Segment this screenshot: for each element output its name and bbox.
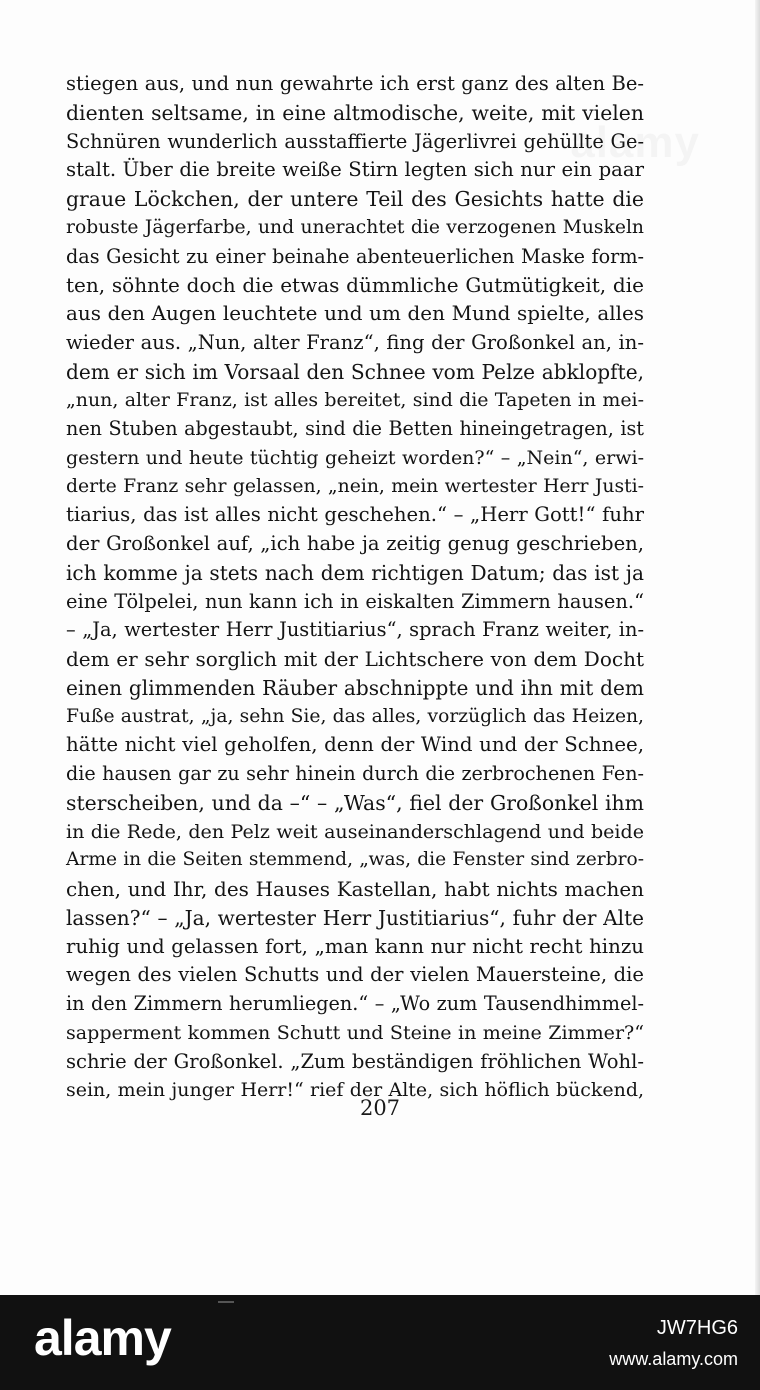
text-line: in die Rede, den Pelz weit auseinanderschlagend und beide	[66, 820, 644, 843]
text-line: sapperment kommen Schutt und Steine in meine Zimmer?“	[66, 1021, 644, 1044]
text-line: stalt. Über die breite weiße Stirn legten sich nur ein paar	[66, 158, 644, 182]
text-line: Schnüren wunderlich ausstaffierte Jägerlivrei gehüllte Ge-	[66, 129, 644, 153]
text-line: hätte nicht viel geholfen, denn der Wind und der Schnee,	[66, 733, 644, 757]
text-line: robuste Jägerfarbe, und unerachtet die verzogenen Muskeln	[66, 216, 644, 238]
text-line: dem er sich im Vorsaal den Schnee vom Pelze abklopfte,	[66, 359, 644, 384]
text-line: Arme in die Seiten stemmend, „was, die Fenster sind zerbro-	[66, 849, 644, 871]
text-line: sterscheiben, und da –“ – „Was“, fiel der Großonkel ihm	[66, 790, 644, 815]
text-line: graue Löckchen, der untere Teil des Gesichts hatte die	[66, 187, 644, 211]
text-line: – „Ja, wertester Herr Justitiarius“, sprach Franz weiter, in-	[66, 618, 644, 642]
stock-url-link[interactable]: www.alamy.com	[609, 1349, 738, 1369]
text-line: wieder aus. „Nun, alter Franz“, fing der Großonkel an, in-	[66, 330, 644, 354]
text-line: der Großonkel auf, „ich habe ja zeitig genug geschrieben,	[66, 532, 644, 555]
page-number: 207	[359, 1096, 401, 1120]
alamy-logo[interactable]: alamy	[34, 1310, 171, 1366]
text-line: tiarius, das ist alles nicht geschehen.“ – „Herr Gott!“ fuhr	[66, 503, 644, 527]
footer-tick	[218, 1301, 234, 1303]
text-line: ruhig und gelassen fort, „man kann nur nicht recht hinzu	[66, 934, 644, 958]
text-line: das Gesicht zu einer beinahe abenteuerlichen Maske form-	[66, 244, 644, 268]
text-line: ten, söhnte doch die etwas dümmliche Gutmütigkeit, die	[66, 273, 644, 298]
text-line: chen, und Ihr, des Hauses Kastellan, habt nichts machen	[66, 877, 644, 901]
text-line: die hausen gar zu sehr hinein durch die zerbrochenen Fen-	[66, 762, 644, 785]
text-line: schrie der Großonkel. „Zum beständigen fröhlichen Wohl-	[66, 1049, 644, 1073]
text-line: gestern und heute tüchtig geheizt worden?“ – „Nein“, erwi-	[66, 446, 644, 469]
text-line: dienten seltsame, in eine altmodische, weite, mit vielen	[66, 100, 644, 125]
text-line: Fuße austrat, „ja, sehn Sie, das alles, vorzüglich das Heizen,	[66, 705, 644, 727]
text-line: stiegen aus, und nun gewahrte ich erst ganz des alten Be-	[66, 72, 644, 95]
text-line: ich komme ja stets nach dem richtigen Datum; das ist ja	[66, 560, 644, 585]
text-line: wegen des vielen Schutts und der vielen Mauersteine, die	[66, 963, 644, 987]
text-line: eine Tölpelei, nun kann ich in eiskalten Zimmern hausen.“	[66, 589, 644, 613]
text-line: lassen?“ – „Ja, wertester Herr Justitiarius“, fuhr der Alte	[66, 905, 644, 930]
body-text	[66, 70, 644, 1105]
text-line: sein, mein junger Herr!“ rief der Alte, sich höflich bückend,	[66, 1079, 644, 1102]
stock-image-id: JW7HG6	[656, 1317, 738, 1339]
text-line: dem er sehr sorglich mit der Lichtschere von dem Docht	[66, 647, 644, 671]
text-line: „nun, alter Franz, ist alles bereitet, sind die Tapeten in mei-	[66, 389, 644, 412]
text-line: nen Stuben abgestaubt, sind die Betten hineingetragen, ist	[66, 417, 644, 440]
text-line: derte Franz sehr gelassen, „nein, mein wertester Herr Justi-	[66, 475, 644, 497]
text-line: aus den Augen leuchtete und um den Mund spielte, alles	[66, 302, 644, 325]
text-line: einen glimmenden Räuber abschnippte und ihn mit dem	[66, 675, 644, 700]
text-line: in den Zimmern herumliegen.“ – „Wo zum Tausendhimmel-	[66, 992, 644, 1015]
